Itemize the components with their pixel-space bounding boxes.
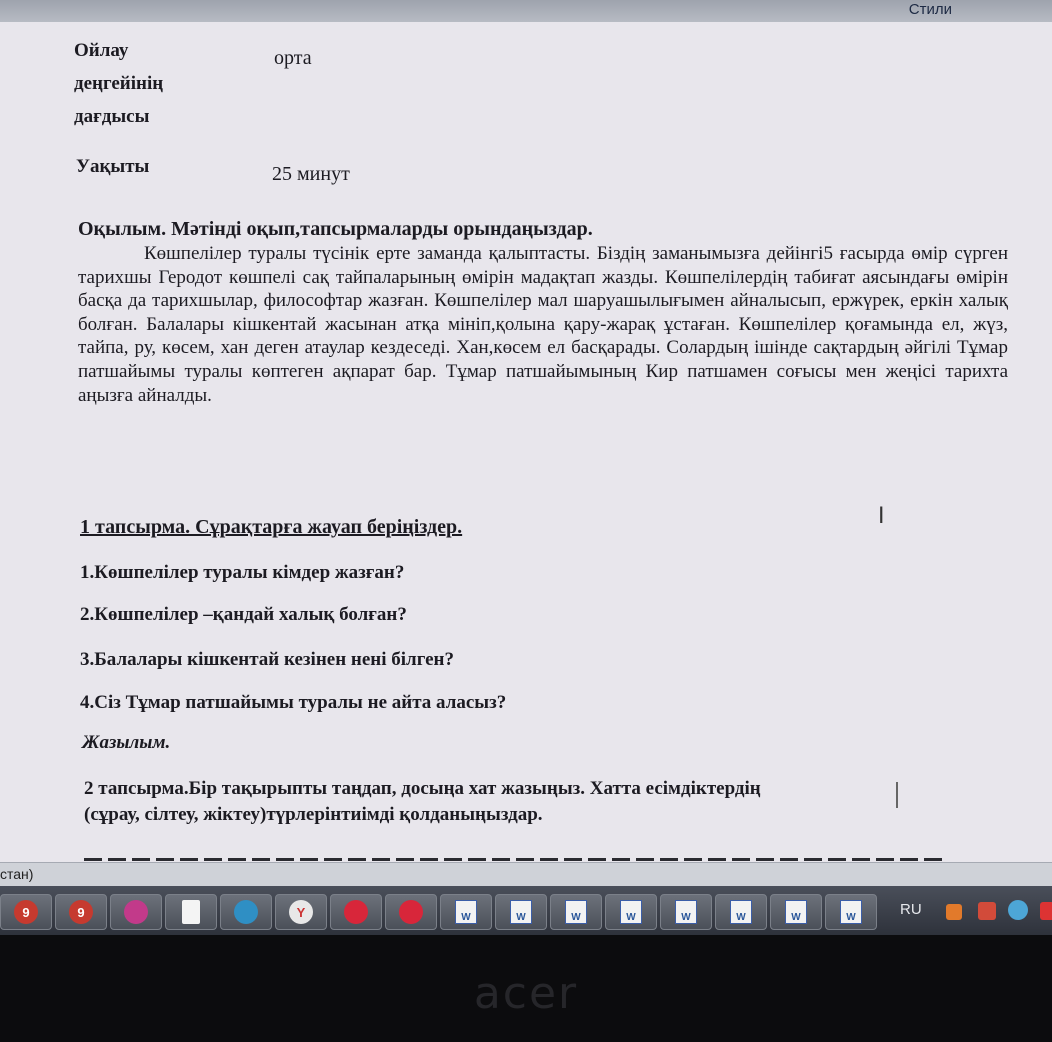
time-value: 25 минут — [272, 163, 350, 185]
opera-icon — [344, 900, 368, 924]
word-icon: W — [620, 900, 642, 924]
word-icon: W — [510, 900, 532, 924]
word-icon: W — [565, 900, 587, 924]
document-page[interactable] — [0, 22, 1052, 862]
next-line-fragment — [84, 852, 944, 862]
taskbar-app-button[interactable] — [55, 894, 107, 930]
taskbar-app-button[interactable] — [495, 894, 547, 930]
task2-line: (сұрау, сілтеу, жіктеу)түрлерінтиімді қолданыңыздар. — [84, 804, 543, 825]
task1-heading: 1 тапсырма. Сұрақтарға жауап беріңіздер. — [80, 516, 463, 538]
taskbar-app-button[interactable] — [220, 894, 272, 930]
word-icon: W — [785, 900, 807, 924]
taskbar-app-button[interactable] — [330, 894, 382, 930]
taskbar-app-button[interactable] — [770, 894, 822, 930]
text-cursor-icon: I — [878, 504, 885, 529]
document-icon — [182, 900, 200, 924]
taskbar-app-button[interactable] — [275, 894, 327, 930]
question-item: 4.Сіз Тұмар патшайымы туралы не айта аласыз? — [80, 692, 507, 713]
ribbon-strip — [0, 0, 1052, 22]
taskbar-app-button[interactable] — [605, 894, 657, 930]
tray-alert-icon[interactable] — [1040, 902, 1052, 920]
tray-app-icon[interactable] — [946, 904, 962, 920]
yandex-browser-icon: 9 — [69, 900, 93, 924]
yandex-icon: Y — [289, 900, 313, 924]
acer-logo: acer — [473, 968, 579, 1019]
taskbar-app-button[interactable] — [385, 894, 437, 930]
text-cursor-icon — [896, 782, 898, 808]
taskbar — [0, 886, 1052, 935]
search-app-icon — [234, 900, 258, 924]
word-icon: W — [730, 900, 752, 924]
taskbar-app-button[interactable] — [715, 894, 767, 930]
styles-button[interactable]: Стили — [908, 1, 952, 18]
language-status[interactable]: стан) — [0, 866, 34, 882]
reading-heading: Оқылым. Мәтінді оқып,тапсырмаларды орындаңыздар. — [78, 218, 593, 240]
taskbar-app-button[interactable] — [165, 894, 217, 930]
writing-label: Жазылым. — [82, 732, 171, 753]
thinking-level-value: орта — [274, 47, 312, 69]
thinking-level-label — [74, 34, 163, 133]
thinking-level-label-line: Ойлау — [74, 40, 129, 61]
taskbar-app-button[interactable] — [440, 894, 492, 930]
taskbar-app-button[interactable] — [0, 894, 52, 930]
app-icon — [124, 900, 148, 924]
tray-app-icon[interactable] — [978, 902, 996, 920]
yandex-browser-icon: 9 — [14, 900, 38, 924]
word-icon: W — [455, 900, 477, 924]
task2-line: 2 тапсырма.Бір тақырыпты таңдап, досыңа хат жазыңыз. Хатта есімдіктердің — [84, 778, 761, 799]
tray-network-icon[interactable] — [1008, 900, 1028, 920]
word-icon: W — [675, 900, 697, 924]
taskbar-app-button[interactable] — [660, 894, 712, 930]
opera-icon — [399, 900, 423, 924]
question-item: 3.Балалары кішкентай кезінен нені білген? — [80, 649, 454, 670]
question-item: 1.Көшпелілер туралы кімдер жазған? — [80, 562, 405, 583]
taskbar-app-button[interactable] — [550, 894, 602, 930]
taskbar-app-button[interactable] — [825, 894, 877, 930]
thinking-level-label-line: деңгейінің — [74, 73, 164, 94]
time-label: Уақыты — [76, 156, 150, 177]
thinking-level-label-line: дағдысы — [74, 106, 150, 127]
reading-text: Көшпелілер туралы түсінік ерте заманда қалыптасты. Біздің заманымызға дейінгі5 ғасырда өмір сүрген тарихшы Геродот көшпелі сақ тайпаларының өмірін мадақтап жазды. Көшпелілердің табиғат аясындағы өмірін басқа да тарихшылар, философтар жазған. Көшпелілер мал шаруашылығымен айналысып, ержүрек, еркін халық болған. Балалары кішкентай жасынан атқа мініп,қолына қару-жарақ ұстаған. Көшпелілер қоғамында ел, жүз, тайпа, ру, көсем, хан деген атаулар кездеседі. Хан,көсем ел басқарады. Солардың ішінде сақтардың әйгілі Тұмар патшайымы туралы көптеген ақпарат бар. Тұмар патшайымының Кир патшамен соғысы мен жеңісі тарихта аңызға айналды. — [78, 243, 1008, 406]
taskbar-app-button[interactable] — [110, 894, 162, 930]
status-bar — [0, 862, 1052, 887]
question-item: 2.Көшпелілер –қандай халық болған? — [80, 604, 407, 625]
language-indicator[interactable]: RU — [900, 901, 922, 918]
word-icon: W — [840, 900, 862, 924]
